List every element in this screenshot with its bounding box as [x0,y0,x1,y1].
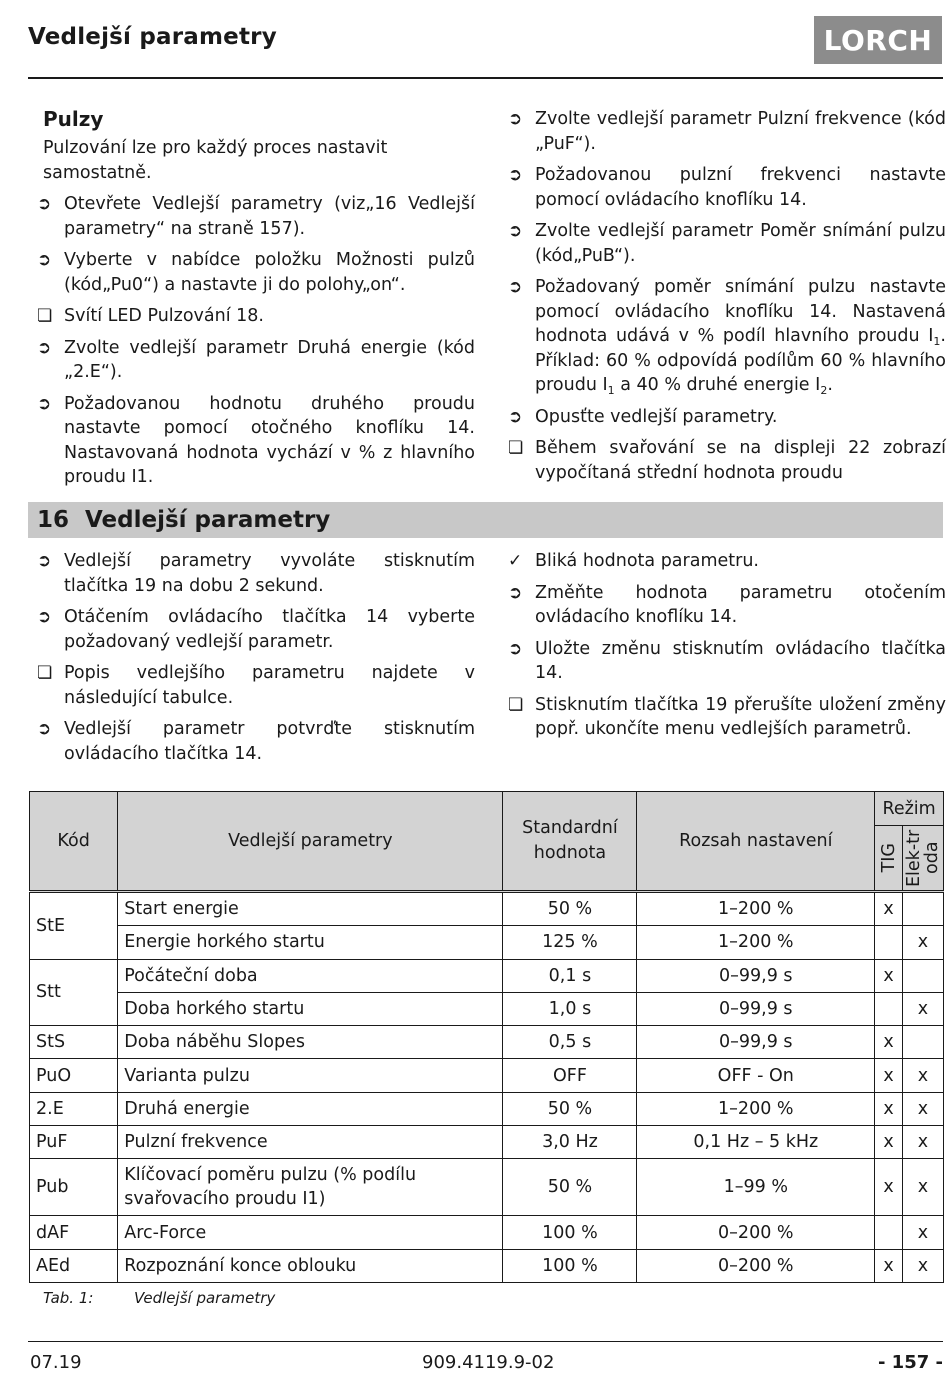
list-item-text: Vedlejší parametr potvrďte stisknutím ovládacího tlačítka 14. [64,719,475,764]
list-item [37,605,475,654]
list-item [508,549,946,574]
header-tig [875,826,903,892]
cell-code: Stt [30,959,118,1026]
cell-range: 1–99 % [637,1159,875,1216]
cell-standard: 50 % [503,1092,637,1125]
cell-param: Druhá energie [118,1092,503,1125]
cell-param: Pulzní frekvence [118,1126,503,1159]
cell-range: 1–200 % [637,892,875,926]
cell-standard: 50 % [503,892,637,926]
arrow-icon: ➲ [508,638,523,659]
header-electrode-label: Elek-troda [903,829,942,887]
cell-tig: x [875,1059,903,1092]
arrow-icon: ➲ [508,582,523,603]
list-item-text: Zvolte vedlejší parametr Druhá energie (kód „2.E“). [64,337,475,382]
list-item [508,163,946,212]
arrow-icon: ➲ [508,277,523,297]
footer-doc-number: 909.4119.9-02 [422,1352,555,1373]
cell-tig [875,992,903,1025]
list-item [37,549,475,598]
cell-standard: 3,0 Hz [503,1126,637,1159]
cell-param: Klíčovací poměru pulzu (% podílu svařovacího proudu I1) [118,1159,503,1216]
cell-code: StS [30,1026,118,1059]
cell-electrode: x [902,1092,943,1125]
list-item [37,392,475,490]
footer-date: 07.19 [30,1352,82,1373]
list-item [508,219,946,268]
cell-range: 0–99,9 s [637,959,875,992]
cell-code: 2.E [30,1092,118,1125]
pulsy-right-column [508,107,946,492]
text-fragment: . Příklad: 60 % odpovídá podílům 60 % hlavního proudu I [535,326,946,395]
cell-code: StE [30,892,118,960]
list-item [508,436,946,485]
header-param: Vedlejší parametry [118,792,503,892]
cell-code: PuF [30,1126,118,1159]
subscript: 1 [607,384,615,397]
list-item-text: Uložte změnu stisknutím ovládacího tlačítka 14. [535,638,946,683]
table-row [30,1126,944,1159]
text-fragment: . [827,375,833,395]
cell-param: Doba horkého startu [118,992,503,1025]
cell-tig: x [875,959,903,992]
list-item-text: Vyberte v nabídce položku Možnosti pulzů (kód„Pu0“) a nastavte ji do polohy„on“. [64,250,475,295]
list-item-text: Opusťte vedlejší parametry. [535,406,778,427]
list-item [508,275,946,398]
cell-param: Arc-Force [118,1216,503,1249]
cell-tig [875,926,903,959]
section16-left-list [37,549,475,766]
table-row [30,1159,944,1216]
cell-code: PuO [30,1059,118,1092]
list-item [37,304,475,329]
list-item [37,192,475,241]
list-item-text: Změňte hodnota parametru otočením ovládacího knoflíku 14. [535,582,946,627]
cell-electrode [902,959,943,992]
cell-standard: 100 % [503,1216,637,1249]
table-row [30,926,944,959]
list-item [508,581,946,630]
arrow-icon: ➲ [37,607,52,627]
section-number: 16 [37,507,70,533]
caption-label: Tab. 1: [43,1289,94,1307]
cell-range: OFF - On [637,1059,875,1092]
cell-param: Start energie [118,892,503,926]
list-item [508,405,946,430]
list-item-text: Zvolte vedlejší parametr Poměr snímání pulzu (kód„PuB“). [535,221,946,266]
caption-text: Vedlejší parametry [134,1289,276,1307]
section-title: Vedlejší parametry [85,507,331,533]
checkbox-icon: ❏ [37,663,53,683]
arrow-icon: ➲ [508,221,523,241]
cell-param: Energie horkého startu [118,926,503,959]
cell-electrode: x [902,1126,943,1159]
table-row [30,1059,944,1092]
subscript: 1 [933,335,941,348]
cell-electrode: x [902,1249,943,1282]
subscript: 2 [820,384,828,397]
table-body [30,892,944,1283]
cell-param: Počáteční doba [118,959,503,992]
section-heading-band [28,502,943,538]
footer-page-number: - 157 - [877,1352,943,1373]
list-item-text: Bliká hodnota parametru. [535,551,759,571]
pulsy-left-list [37,192,475,490]
list-item-text: Popis vedlejšího parametru najdete v následující tabulce. [64,663,475,708]
checkbox-icon: ❏ [37,306,53,326]
header-electrode [902,826,943,892]
list-item-text: Otevřete Vedlejší parametry (viz„16 Vedlejší parametry“ na straně 157). [64,194,475,239]
cell-tig: x [875,1092,903,1125]
arrow-icon: ➲ [37,551,52,571]
cell-range: 0–200 % [637,1216,875,1249]
arrow-icon: ➲ [37,719,52,739]
cell-standard: 100 % [503,1249,637,1282]
list-item-text: Svítí LED Pulzování 18. [64,306,264,326]
table-row [30,1092,944,1125]
header-divider [28,77,943,79]
arrow-icon: ➲ [508,406,523,427]
header-range: Rozsah nastavení [637,792,875,892]
arrow-icon: ➲ [508,109,523,129]
pulsy-intro: Pulzování lze pro každý proces nastavit samostatně. [43,138,388,183]
list-item-text: Stisknutím tlačítka 19 přerušíte uložení změny popř. ukončíte menu vedlejších parametrů. [535,694,946,739]
list-item [37,717,475,766]
table-row [30,959,944,992]
cell-range: 0,1 Hz – 5 kHz [637,1126,875,1159]
list-item-text: Požadovanou pulzní frekvenci nastavte pomocí ovládacího knoflíku 14. [535,165,946,210]
list-item [37,336,475,385]
table-row [30,1249,944,1282]
cell-electrode [902,892,943,926]
cell-standard: 50 % [503,1159,637,1216]
list-item [508,107,946,156]
cell-electrode: x [902,1159,943,1216]
cell-param: Rozpoznání konce oblouku [118,1249,503,1282]
cell-electrode: x [902,926,943,959]
cell-code: Pub [30,1159,118,1216]
cell-standard: 125 % [503,926,637,959]
list-item [508,693,946,742]
cell-param: Varianta pulzu [118,1059,503,1092]
cell-tig: x [875,1026,903,1059]
arrow-icon: ➲ [508,165,523,185]
section16-left-column [37,549,475,773]
cell-standard: OFF [503,1059,637,1092]
text-fragment: a 40 % druhé energie I [614,375,821,395]
list-item-text [535,275,946,398]
checkbox-icon: ❏ [508,694,524,715]
lorch-logo: LORCH [814,16,942,64]
arrow-icon: ➲ [37,337,52,358]
cell-standard: 0,1 s [503,959,637,992]
cell-range: 1–200 % [637,1092,875,1125]
parameters-table [29,791,944,1283]
check-icon: ✓ [508,551,523,571]
cell-tig: x [875,1249,903,1282]
list-item-text: Zvolte vedlejší parametr Pulzní frekvence (kód „PuF“). [535,109,946,154]
header-code: Kód [30,792,118,892]
list-item-text: Požadovanou hodnotu druhého proudu nastavte pomocí otočného knoflíku 14. Nastavovaná hodnota vychází v % z hlavního proudu I1. [64,393,475,487]
page-title: Vedlejší parametry [28,24,277,50]
cell-param: Doba náběhu Slopes [118,1026,503,1059]
table-caption [43,1289,275,1307]
list-item [508,637,946,686]
cell-electrode [902,1026,943,1059]
table-row [30,892,944,926]
table-row [30,1026,944,1059]
header-mode: Režim [875,792,944,826]
arrow-icon: ➲ [37,250,52,270]
cell-tig: x [875,1126,903,1159]
pulsy-heading: Pulzy [43,107,104,131]
cell-range: 1–200 % [637,926,875,959]
footer-divider [28,1341,943,1342]
table-row [30,1216,944,1249]
cell-code: dAF [30,1216,118,1249]
cell-range: 0–200 % [637,1249,875,1282]
cell-range: 0–99,9 s [637,992,875,1025]
cell-electrode: x [902,992,943,1025]
arrow-icon: ➲ [37,393,52,414]
arrow-icon: ➲ [37,194,52,214]
text-fragment: Požadovaný poměr snímání pulzu nastavte pomocí ovládacího knoflíku 14. Nastavená hodnota udává v % podíl hlavního proudu I [535,277,946,346]
list-item [37,248,475,297]
list-item-text: Vedlejší parametry vyvoláte stisknutím tlačítka 19 na dobu 2 sekund. [64,551,475,596]
cell-standard: 1,0 s [503,992,637,1025]
cell-standard: 0,5 s [503,1026,637,1059]
section16-right-list [508,549,946,742]
pulsy-left-column [37,106,475,497]
cell-electrode: x [902,1059,943,1092]
header-tig-label: TIG [878,843,899,873]
table-row [30,992,944,1025]
cell-tig: x [875,892,903,926]
cell-tig [875,1216,903,1249]
list-item-text: Během svařování se na displeji 22 zobrazí vypočítaná střední hodnota proudu [535,438,946,483]
cell-tig: x [875,1159,903,1216]
cell-range: 0–99,9 s [637,1026,875,1059]
section16-right-column [508,549,946,749]
header-standard: Standardní hodnota [503,792,637,892]
cell-electrode: x [902,1216,943,1249]
checkbox-icon: ❏ [508,438,524,458]
cell-code: AEd [30,1249,118,1282]
list-item [37,661,475,710]
list-item-text: Otáčením ovládacího tlačítka 14 vyberte požadovaný vedlejší parametr. [64,607,475,652]
